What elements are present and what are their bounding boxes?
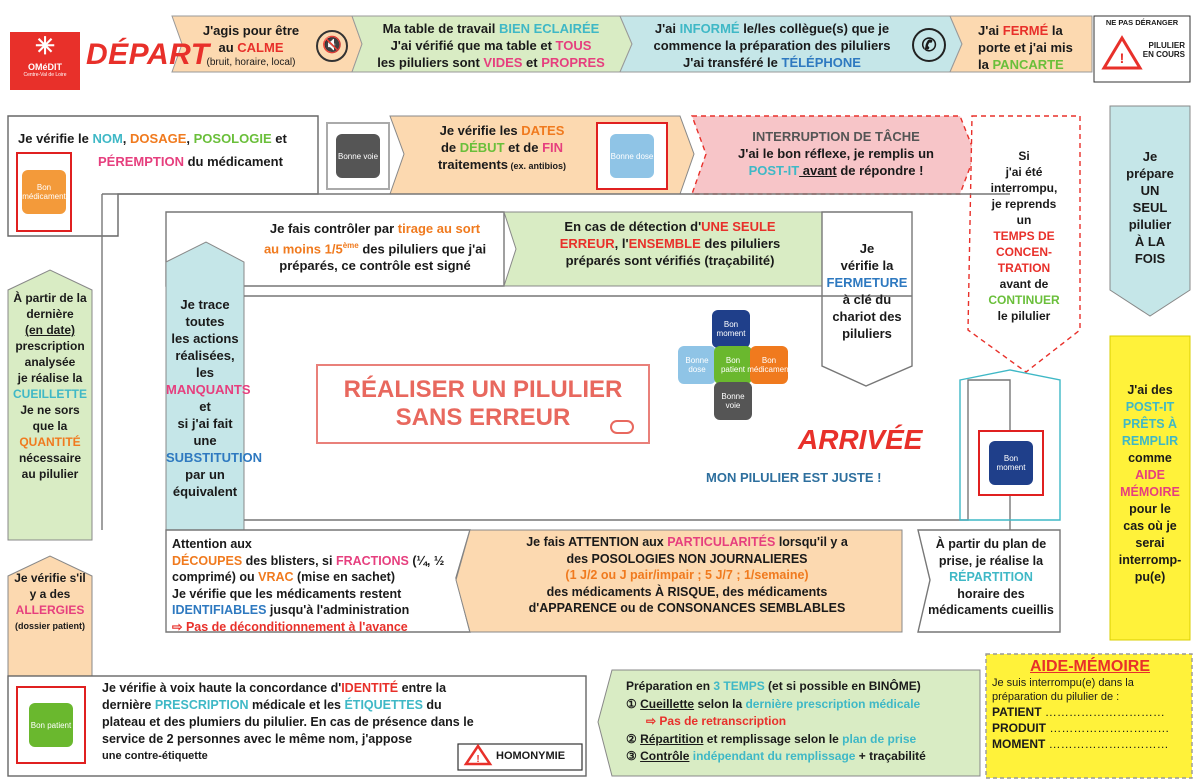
table-step: Ma table de travail BIEN ECLAIRÉE J'ai vérifié que ma table et TOUS les piluliers sont VIDES et PROPRES	[377, 21, 605, 70]
puzzle-bonne-dose-icon: Bonne dose	[678, 346, 716, 384]
bon-moment-card	[978, 430, 1044, 496]
bon-medicament-card	[16, 152, 72, 232]
puzzle-piece-icon: Bon patient	[29, 703, 73, 747]
nom-step: Je vérifie le NOM, DOSAGE, POSOLOGIE et PÉREMPTION du médicament	[18, 131, 287, 169]
erreur-step: En cas de détection d'UNE SEULE ERREUR, l'ENSEMBLE des piluliers préparés sont vérifiés (traçabilité)	[559, 219, 781, 268]
aide-memoire: AIDE-MÉMOIRE Je suis interrompu(e) dans la préparation du pilulier de : PATIENT ………………………… PRODUIT ………………………… MOMENT …………………………	[992, 658, 1170, 751]
info-step: J'ai INFORMÉ le/les collègue(s) que je commence la préparation des piluliers J'ai transféré le TÉLÉPHONE	[653, 21, 891, 70]
bon-patient-card	[16, 686, 86, 764]
porte-step: J'ai FERMÉ la porte et j'ai mis la PANCARTE	[978, 23, 1073, 72]
reprise-step: Si j'ai été interrompu, je reprends un TEMPS DE CONCEN- TRATION avant de CONTINUER le pilulier	[988, 149, 1060, 323]
bonne-dose-card	[596, 122, 668, 190]
puzzle-bon-medicament-icon: Bon médicament	[750, 346, 788, 384]
puzzle-cluster	[676, 310, 796, 440]
arrivee-title: ARRIVÉE	[798, 424, 923, 455]
fermeture-step: Je vérifie la FERMETURE à clé du chariot des piluliers	[826, 241, 908, 341]
derniere-step: À partir de la dernière (en date) prescription analysée je réalise la CUEILLETTE Je ne sors que la QUANTITÉ nécessaire au pilulier	[13, 291, 87, 481]
homonymie-label: HOMONYMIE	[496, 750, 566, 762]
identite-step: Je vérifie à voix haute la concordance d'IDENTITÉ entre la dernière PRESCRIPTION médicale et les ÉTIQUETTES du plateau et des plumiers du pilulier. En cas de présence dans le service de 2 personnes avec le même nom, j'appose une contre-étiquette	[102, 681, 474, 762]
repartition-step: À partir du plan de prise, je réalise la RÉPARTITION horaire des médicaments cueillis	[928, 537, 1054, 617]
particularites-step: Je fais ATTENTION aux PARTICULARITÉS lorsqu'il y a des POSOLOGIES NON JOURNALIERES (1 J/2 ou J pair/impair ; 5 J/7 ; 1/semaine) des médicaments À RISQUE, des médicaments d'APPARENCE ou de CONSONANCES SEMBLABLES	[526, 535, 848, 615]
puzzle-piece-icon: Bonne dose	[610, 134, 654, 178]
puzzle-bonne-voie-icon: Bonne voie	[714, 382, 752, 420]
logo-burst-icon: ✳	[34, 33, 56, 60]
puzzle-piece-icon: Bon médicament	[22, 170, 66, 214]
tirage-step: Je fais contrôler par tirage au sort au moins 1/5ème des piluliers que j'ai préparés, ce contrôle est signé	[263, 221, 487, 274]
puzzle-piece-icon: Bon moment	[989, 441, 1033, 485]
mute-speaker-icon: 🔇	[316, 30, 348, 62]
seul-step: Je prépare UN SEUL pilulier À LA FOIS	[1126, 149, 1174, 266]
do-not-disturb-sign: NE PAS DÉRANGER PILULIER EN COURS	[1105, 18, 1185, 59]
pilulier-juste-text: MON PILULIER EST JUSTE !	[706, 470, 882, 485]
temps-step: Préparation en 3 TEMPS (et si possible en BINÔME) ① Cueillette selon la dernière prescription médicale ⇨ Pas de retranscription ② Répartition et remplissage selon le plan de prise ③ Contrôle indépendant du remplissage + traçabilité	[626, 679, 926, 763]
phone-icon: ✆	[912, 28, 946, 62]
puzzle-bon-patient-icon: Bon patient	[714, 346, 752, 384]
puzzle-bon-moment-icon: Bon moment	[712, 310, 750, 348]
dates-step: Je vérifie les DATES de DÉBUT et de FIN traitements (ex. antibios)	[437, 123, 567, 172]
allergies-step: Je vérifie s'il y a des ALLERGIES (dossier patient)	[14, 571, 86, 631]
svg-text:!: !	[1119, 50, 1125, 66]
svg-text:!: !	[476, 754, 480, 765]
trace-step: Je trace toutes les actions réalisées, les MANQUANTS et si j'ai fait une SUBSTITUTION par un équivalent	[166, 297, 263, 499]
bonne-voie-card	[326, 122, 390, 190]
omedit-logo: ✳ OMéDIT Centre-Val de Loire	[10, 32, 80, 90]
interruption-step: INTERRUPTION DE TÂCHE J'ai le bon réflexe, je remplis un POST-IT avant de répondre !	[738, 129, 934, 178]
pill-icon	[610, 420, 634, 434]
decoupes-step: Attention aux DÉCOUPES des blisters, si FRACTIONS (¼, ½ comprimé) ou VRAC (mise en sachet) Je vérifie que les médicaments restent IDENTIFIABLES jusqu'à l'administration ⇨ Pas de déconditionnement à l'avance	[172, 537, 445, 634]
calme-step: J'agis pour être au CALME (bruit, horaire, local)	[202, 23, 300, 68]
center-title: RÉALISER UN PILULIER SANS ERREUR	[316, 364, 650, 444]
puzzle-piece-icon: Bonne voie	[336, 134, 380, 178]
depart-title: DÉPART	[86, 38, 210, 71]
postit-step: J'ai des POST-IT PRÊTS À REMPLIR comme AIDE MÉMOIRE pour le cas où je serai interromp- pu(e)	[1118, 383, 1182, 584]
